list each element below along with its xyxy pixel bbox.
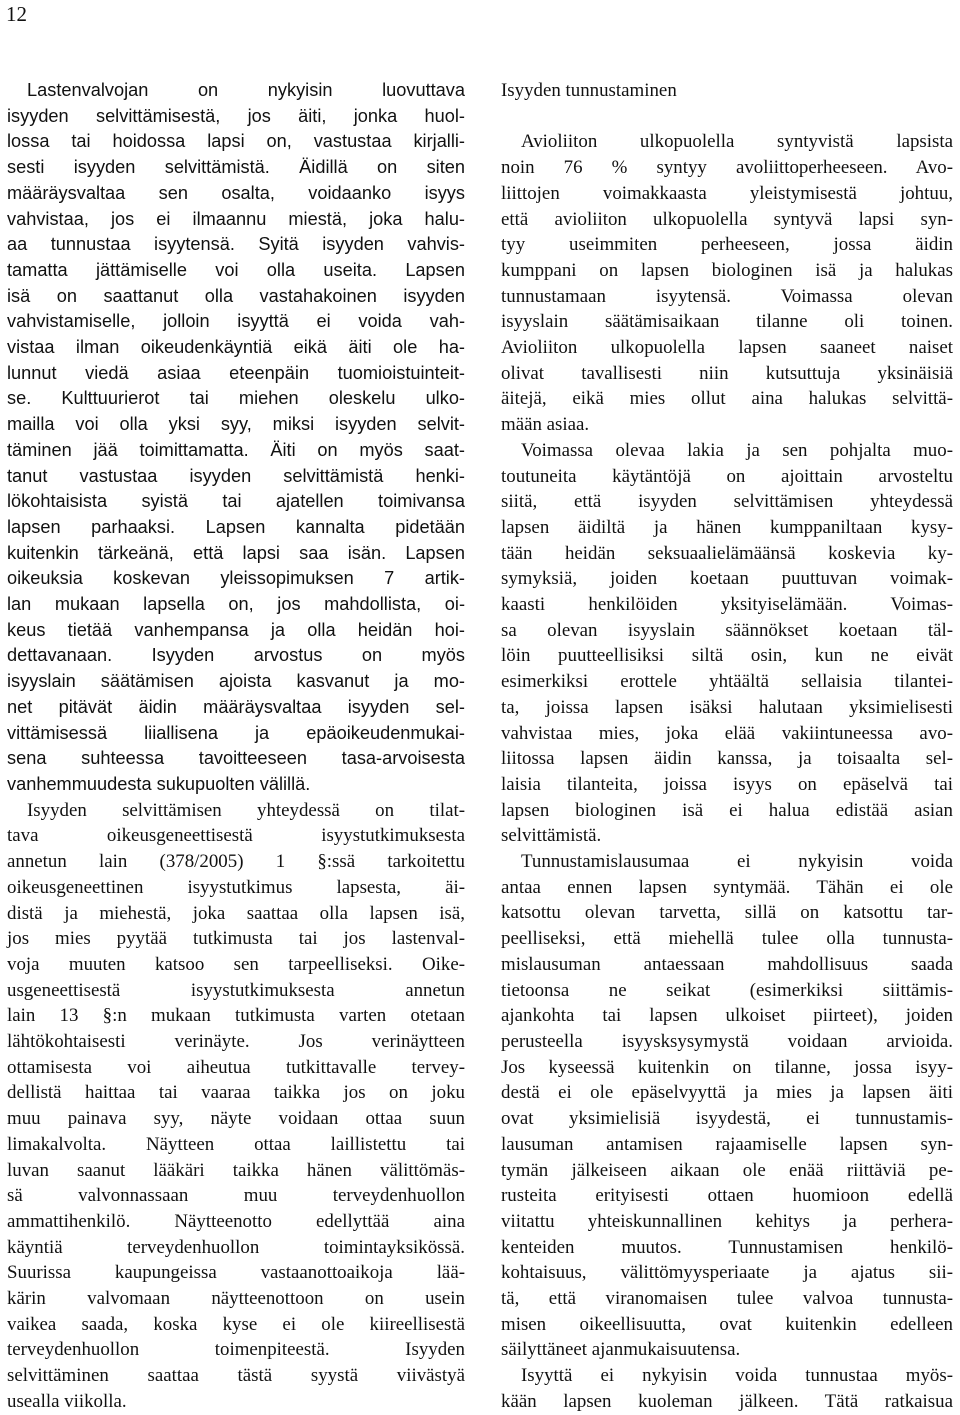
left-column xyxy=(7,78,465,1415)
text-line: rusteita erityisesti ottaen huomioon edellä xyxy=(501,1185,953,1207)
text-line: ottamisesta voi aiheutua tutkittavalle tervey- xyxy=(7,1056,465,1078)
text-line: siitä, että isyyden selvittämisen yhteydessä xyxy=(501,491,953,513)
text-line: Lastenvalvojan on nykyisin luovuttava xyxy=(27,80,465,100)
text-line: aa tunnustaa isyytensä. Syitä isyyden vahvis- xyxy=(7,234,465,255)
text-line: noin 76 % syntyy avoliittoperheeseen. Avo- xyxy=(501,157,953,179)
text-line: vittämisessä liiallisena ja epäoikeudenmukai- xyxy=(7,722,465,743)
text-line: isyyden selvittämisestä, jos äiti, jonka huol- xyxy=(7,105,465,126)
text-line: katsottu olevan tarvetta, sillä on katsottu tar- xyxy=(501,902,953,924)
text-line: että avioliiton ulkopuolella syntyvä lapsi syn- xyxy=(501,208,953,230)
text-line: Suurissa kaupungeissa vastaanottoaikoja lää- xyxy=(7,1262,465,1284)
text-line: symyksiä, joiden koetaan puuttuvan voimak- xyxy=(501,568,953,590)
text-line: oikeuksia koskevan yleissopimuksen 7 artik- xyxy=(7,568,465,589)
text-line: toutuneita käytäntöjä on ajoittain arvosteltu xyxy=(501,465,953,487)
text-line: lausuman antamisen rajaamiselle lapsen syn- xyxy=(501,1133,953,1155)
text-line: distä ja miehestä, joka saattaa olla lapsen isä, xyxy=(7,902,465,924)
text-line: Avioliiton ulkopuolella lapsen saaneet naiset xyxy=(501,337,953,359)
text-line: äitejä, eikä mies ollut aina halukas selvittä- xyxy=(501,388,953,410)
text-line: olivat tavallisesti niin kutsuttuja yksinäisiä xyxy=(501,362,953,384)
text-line: isyyslain säätämisaikaan tilanne oli toinen. xyxy=(501,311,953,333)
text-line: vahvistaa, jos ei ilmaannu miestä, joka halu- xyxy=(7,208,465,229)
text-line: tietoonsa ne seikat (esimerkiksi siittämis- xyxy=(501,979,953,1001)
text-line: se. Kulttuurierot tai miehen oleskelu ulko- xyxy=(7,388,465,409)
text-line: kärin valvomaan näytteenottoon on usein xyxy=(7,1288,465,1310)
text-line: oikeusgeneettinen isyystutkimus lapsesta, äi- xyxy=(7,876,465,898)
text-line: luvan saanut lääkäri taikka hänen välittömäs- xyxy=(7,1159,465,1181)
text-line: tamatta jättämiselle voi olla useita. Lapsen xyxy=(7,259,465,280)
text-line: ajankohta tai lapsen ulkoiset piirteet), joiden xyxy=(501,1005,953,1027)
text-line: lunnut viedä asiaa eteenpäin tuomioistuinteit- xyxy=(7,362,465,383)
text-line: säilyttäneet ajanmukaisuutensa. xyxy=(501,1339,741,1361)
text-line: misen oikeellisuutta, ovat kuitenkin edelleen xyxy=(501,1313,953,1335)
right-column xyxy=(501,78,953,1415)
text-line: dellistä haittaa tai vaaraa taikka jos on joku xyxy=(7,1082,465,1104)
text-line: antaa ennen lapsen syntymää. Tähän ei ole xyxy=(501,876,953,898)
text-line: vanhemmuudesta sukupuolten välillä. xyxy=(7,773,311,794)
text-line: isyyslain säätämisen ajoista kasvanut ja mo- xyxy=(7,671,465,692)
text-line: liittojen voimakkaasta yleistymisestä johtuu, xyxy=(501,182,953,204)
text-line: Isyyden selvittämisen yhteydessä on tilat- xyxy=(27,799,465,821)
text-line: annetun lain (378/2005) 1 §:ssä tarkoitettu xyxy=(7,851,465,873)
text-line: net pitävät äidin määräysvaltaa isyyden sel- xyxy=(7,696,465,717)
text-line: sena suhteessa tavoitteeseen tasa-arvoisesta xyxy=(7,748,465,769)
text-line: lapsen äidiltä ja hänen kumppaniltaan kysy- xyxy=(501,516,953,538)
text-line: usgeneettisestä isyystutkimuksesta annetun xyxy=(7,979,465,1001)
text-line: selvittäminen saattaa tästä syystä viivästyä xyxy=(7,1365,465,1387)
text-line: ovat yksimielisiä isyydestä, ei tunnustamis- xyxy=(501,1108,953,1130)
text-line: perusteella isyysksysymystä voidaan arvioida. xyxy=(501,1031,953,1052)
text-line: vistaa ilman oikeudenkäyntiä eikä äiti ole ha- xyxy=(7,337,465,358)
section-heading: Isyyden tunnustaminen xyxy=(501,80,677,101)
text-line: tunnustamaan isyytensä. Voimassa olevan xyxy=(501,285,953,307)
text-line: esimerkiksi erottele yhtäältä sellaisia tilantei- xyxy=(501,671,953,693)
text-line: terveydenhuollon toimenpiteestä. Isyyden xyxy=(7,1339,465,1361)
text-line: destä ei ole epäselvyyttä ja mies ja lapsen äiti xyxy=(501,1082,953,1104)
text-line: laisia tilanteita, joissa isyys on epäselvä tai xyxy=(501,773,953,795)
text-line: löin puutteellisiksi siltä osin, kun ne eivät xyxy=(501,645,953,667)
text-line: liitossa lapsen äidin kanssa, ja toisaalta sel- xyxy=(501,748,953,770)
text-line: käyntiä terveydenhuollon toimintayksikössä. xyxy=(7,1236,465,1258)
text-line: kään lapsen kuoleman jälkeen. Tätä ratkaisua xyxy=(501,1390,953,1412)
text-line: muu painava syy, näyte voidaan ottaa suun xyxy=(7,1108,465,1130)
text-line: Avioliiton ulkopuolella syntyvistä lapsista xyxy=(521,131,953,153)
text-line: tään heidän seksuaalielämäänsä koskevia ky- xyxy=(501,542,953,564)
text-line: limakalvolta. Näytteen ottaa laillistettu tai xyxy=(7,1133,465,1155)
text-line: dettavanaan. Isyyden arvostus on myös xyxy=(7,645,465,666)
text-line: kohtaisuus, välittömyysperiaate ja ajatus sii- xyxy=(501,1262,953,1284)
text-line: määräysvaltaa sen osalta, voidaanko isyys xyxy=(7,182,465,203)
text-line: sä valvonnassaan muu terveydenhuollon xyxy=(7,1185,465,1207)
text-line: lapsen parhaaksi. Lapsen kannalta pidetään xyxy=(7,516,465,537)
text-line: vahvistamiselle, jolloin isyyttä ei voida vah- xyxy=(7,311,465,332)
text-line: selvittämistä. xyxy=(501,825,602,847)
text-line: vaikea saada, koska kyse ei ole kiireellisestä xyxy=(7,1313,465,1335)
text-line: sa olevan isyyslain säännökset koetaan täl- xyxy=(501,619,953,641)
text-line: vahvistaa mies, joka elää vakiintuneessa avo- xyxy=(501,722,953,744)
text-line: lossa tai hoidossa lapsi on, vastustaa kirjalli- xyxy=(7,131,465,152)
text-line: lapsen biologinen isä ei halua edistää asian xyxy=(501,799,953,821)
text-line: tanut vastustaa isyyden selvittämistä henki- xyxy=(7,465,465,486)
text-line: tymän jälkeiseen aikaan ole enää riittäviä pe- xyxy=(501,1159,953,1181)
text-line: mään asiaa. xyxy=(501,414,590,436)
text-line: mislausuman antaessaan mahdollisuus saada xyxy=(501,953,953,975)
text-line: tava oikeusgeneettisestä isyystutkimuksesta xyxy=(7,825,465,847)
text-line: Isyyttä ei nykyisin voida tunnustaa myös- xyxy=(521,1365,953,1387)
text-line: voja muuten katsoo sen tarpeelliseksi. Oike- xyxy=(7,953,465,975)
text-line: lähtökohtaisesti verinäyte. Jos verinäytteen xyxy=(7,1031,465,1053)
text-line: tyy useimmiten perheeseen, jossa äidin xyxy=(501,234,953,256)
text-line: tä, että viranomaisen tulee valvoa tunnusta- xyxy=(501,1288,953,1310)
text-line: kenteiden muutos. Tunnustamisen henkilö- xyxy=(501,1236,953,1258)
text-line: mailla voi olla yksi syy, miksi isyyden selvit- xyxy=(7,414,465,435)
text-line: lan mukaan lapsella on, jos mahdollista, oi- xyxy=(7,594,465,615)
text-line: Jos kyseessä kuitenkin on tilanne, jossa isyy- xyxy=(501,1056,953,1078)
text-line: täminen jää toimittamatta. Äiti on myös saat- xyxy=(7,439,465,460)
page-number: 12 xyxy=(6,2,27,26)
text-line: kuitenkin tärkeänä, että lapsi saa isän. Lapsen xyxy=(7,542,465,563)
text-line: keus tietää vanhempansa ja olla heidän hoi- xyxy=(7,619,465,640)
text-line: sesti isyyden selvittämistä. Äidillä on siten xyxy=(7,157,465,178)
text-line: Voimassa olevaa lakia ja sen pohjalta muo- xyxy=(521,439,953,461)
text-line: viitattu yhteiskunnallinen kehitys ja perhera- xyxy=(501,1210,953,1232)
text-line: ammattihenkilö. Näytteenotto edellyttää aina xyxy=(7,1210,465,1232)
text-line: kumppani on lapsen biologinen isä ja halukas xyxy=(501,259,953,281)
text-line: Tunnustamislausumaa ei nykyisin voida xyxy=(521,851,953,873)
text-line: usealla viikolla. xyxy=(7,1390,127,1412)
text-line: jos mies pyytää tutkimusta tai jos lastenval- xyxy=(7,928,465,950)
text-line: lain 13 §:n mukaan tutkimusta varten otetaan xyxy=(7,1005,465,1027)
text-line: lökohtaisista syistä tai ajatellen toimivansa xyxy=(7,491,465,512)
heading-spacer xyxy=(501,104,953,130)
text-line: peelliseksi, että miehellä tulee olla tunnusta- xyxy=(501,928,953,950)
text-line: isä on saattanut olla vastahakoinen isyyden xyxy=(7,285,465,306)
text-line: kaasti henkilöiden yksityiselämään. Voimas- xyxy=(501,594,953,616)
text-line: ta, joissa lapsen isäksi halutaan yksimielisesti xyxy=(501,696,953,718)
